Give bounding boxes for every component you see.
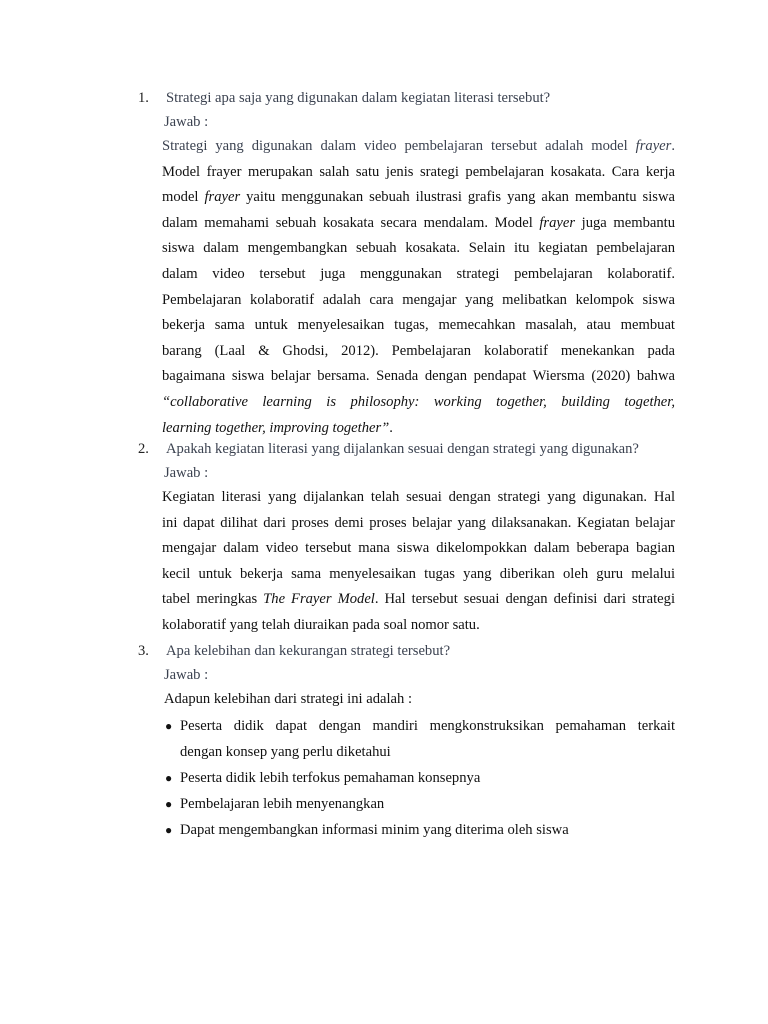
question-number: 1.	[138, 90, 149, 106]
answer-paragraph-2	[162, 485, 675, 639]
list-item	[165, 713, 675, 765]
jawab-label: Jawab :	[164, 465, 209, 481]
text-run: model	[162, 189, 205, 206]
answer-line	[162, 288, 675, 314]
text-run: Pembelajaran kolaboratif adalah cara mengajar yang melibatkan kelompok siswa	[162, 291, 675, 308]
answer-line	[162, 185, 675, 211]
text-run: mengajar dalam video tersebut mana siswa dikelompokkan dalam beberapa bagian	[162, 540, 675, 557]
italic-text: frayer	[539, 214, 576, 231]
text-run: .	[389, 419, 393, 436]
answer-paragraph-1	[162, 134, 675, 441]
advantages-list	[165, 713, 675, 843]
answer-line	[162, 364, 675, 390]
answer-line	[162, 390, 675, 416]
list-item-text: Peserta didik lebih terfokus pemahaman konsepnya	[180, 770, 481, 786]
answer-line	[162, 313, 675, 339]
bullet-icon: ●	[165, 771, 173, 785]
list-item	[165, 817, 675, 843]
bullet-icon: ●	[165, 797, 173, 811]
text-run: barang (Laal & Ghodsi, 2012). Pembelajaran kolaboratif menekankan pada	[162, 342, 675, 359]
list-item	[165, 791, 675, 817]
bullet-icon: ●	[165, 823, 173, 837]
list-item	[165, 765, 675, 791]
italic-text: “collaborative learning is philosophy: working together, building together,	[162, 393, 675, 410]
text-run: yaitu menggunakan sebuah ilustrasi grafis yang akan membantu siswa	[240, 189, 675, 206]
text-run: kolaboratif yang telah diuraikan pada soal nomor satu.	[162, 616, 480, 633]
text-run: .	[671, 138, 675, 154]
answer-line	[162, 211, 675, 237]
answer-line	[162, 160, 675, 186]
text-run: . Hal tersebut sesuai dengan definisi dari strategi	[374, 591, 675, 608]
text-run: bagaimana siswa belajar bersama. Senada dengan pendapat Wiersma (2020) bahwa	[162, 368, 675, 385]
jawab-label: Jawab :	[164, 114, 209, 130]
text-run: bekerja sama untuk menyelesaikan tugas, memecahkan masalah, atau membuat	[162, 317, 675, 334]
italic-text: The Frayer Model	[263, 591, 375, 608]
question-text: Apa kelebihan dan kekurangan strategi tersebut?	[166, 643, 451, 659]
answer-line	[162, 587, 675, 613]
text-run: dalam memahami sebuah kosakata secara mendalam. Model	[162, 214, 540, 231]
bullet-icon: ●	[165, 719, 173, 733]
text-run: tabel meringkas	[162, 591, 264, 608]
text-run: Kegiatan literasi yang dijalankan telah sesuai dengan strategi yang digunakan. Hal	[162, 489, 675, 505]
advantages-intro: Adapun kelebihan dari strategi ini adalah :	[164, 691, 413, 707]
question-text: Apakah kegiatan literasi yang dijalankan sesuai dengan strategi yang digunakan?	[166, 441, 639, 457]
text-run: ini dapat dilihat dari proses demi proses belajar yang dilaksanakan. Kegiatan belajar	[162, 514, 675, 531]
answer-line	[162, 262, 675, 288]
text-run: kecil untuk bekerja sama menyelesaikan tugas yang diberikan oleh guru melalui	[162, 565, 675, 582]
text-run: dalam video tersebut juga menggunakan strategi pembelajaran kolaboratif.	[162, 265, 675, 282]
answer-line	[162, 236, 675, 262]
jawab-label: Jawab :	[164, 667, 209, 683]
text-run: Model frayer merupakan salah satu jenis srategi pembelajaran kosakata. Cara kerja	[162, 163, 675, 180]
list-item-text: Pembelajaran lebih menyenangkan	[180, 796, 385, 812]
list-item-text: Peserta didik dapat dengan mandiri mengkonstruksikan pemahaman terkait	[180, 718, 675, 734]
list-item-text: Dapat mengembangkan informasi minim yang diterima oleh siswa	[180, 822, 569, 838]
answer-line	[162, 562, 675, 588]
question-number: 3.	[138, 643, 149, 659]
text-run: juga membantu	[575, 214, 675, 231]
answer-line	[162, 511, 675, 537]
text-run: Strategi yang digunakan dalam video pembelajaran tersebut adalah model	[162, 138, 636, 154]
italic-text: learning together, improving together”	[162, 419, 390, 436]
answer-line	[162, 134, 675, 160]
answer-line	[162, 536, 675, 562]
list-item-text: dengan konsep yang perlu diketahui	[180, 744, 391, 760]
italic-text: frayer	[635, 138, 672, 154]
answer-line	[162, 613, 675, 639]
answer-line	[162, 339, 675, 365]
text-run: siswa dalam mengembangkan sebuah kosakata. Selain itu kegiatan pembelajaran	[162, 240, 675, 257]
italic-text: frayer	[204, 189, 241, 206]
answer-line	[162, 485, 675, 511]
question-text: Strategi apa saja yang digunakan dalam kegiatan literasi tersebut?	[166, 90, 551, 106]
question-number: 2.	[138, 441, 149, 457]
